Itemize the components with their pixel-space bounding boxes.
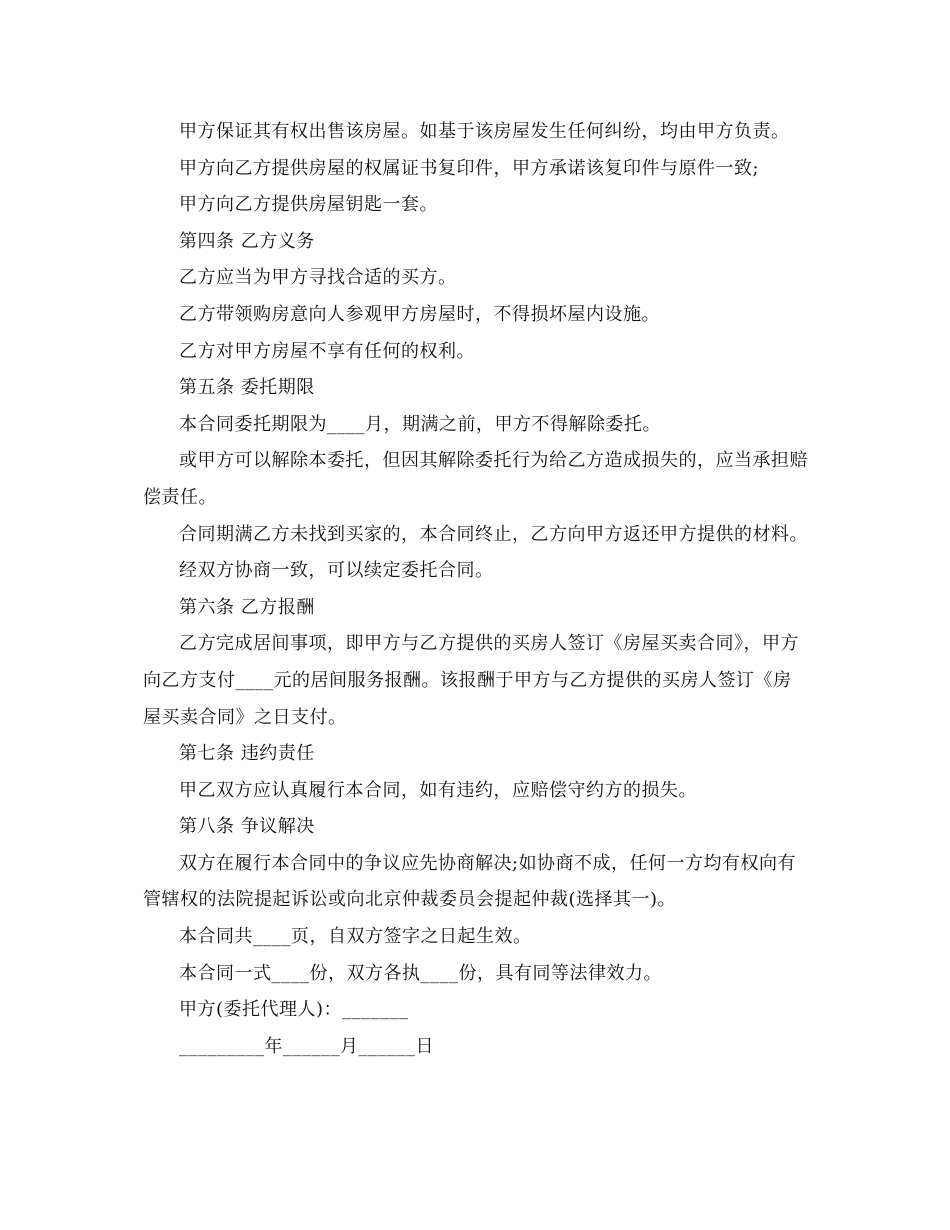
paragraph: 或甲方可以解除本委托，但因其解除委托行为给乙方造成损失的，应当承担赔偿责任。	[143, 450, 808, 508]
paragraph: 本合同委托期限为____月，期满之前，甲方不得解除委托。	[179, 413, 661, 435]
section-heading: 第八条 争议解决	[179, 816, 315, 838]
paragraph: 甲方向乙方提供房屋的权属证书复印件，甲方承诺该复印件与原件一致;	[179, 157, 760, 179]
paragraph: 乙方对甲方房屋不享有任何的权利。	[179, 340, 475, 362]
paragraph: 双方在履行本合同中的争议应先协商解决;如协商不成，任何一方均有权向有管辖权的法院提起诉讼或向北京仲裁委员会提起仲裁(选择其一)。	[143, 852, 797, 911]
date-line: _________年______月______日	[179, 1035, 434, 1057]
paragraph: 乙方带领购房意向人参观甲方房屋时，不得损坏屋内设施。	[179, 303, 660, 325]
paragraph: 乙方应当为甲方寻找合适的买方。	[179, 267, 457, 289]
section-heading: 第四条 乙方义务	[179, 230, 315, 252]
paragraph: 合同期满乙方未找到买家的，本合同终止，乙方向甲方返还甲方提供的材料。	[179, 523, 808, 545]
paragraph: 甲方向乙方提供房屋钥匙一套。	[179, 194, 438, 216]
paragraph: 经双方协商一致，可以续定委托合同。	[179, 560, 494, 582]
section-heading: 第五条 委托期限	[179, 377, 315, 399]
document-body	[143, 114, 808, 1065]
paragraph: 甲乙双方应认真履行本合同，如有违约，应赔偿守约方的损失。	[179, 779, 697, 801]
paragraph: 甲方保证其有权出售该房屋。如基于该房屋发生任何纠纷，均由甲方负责。	[179, 121, 790, 142]
paragraph: 乙方完成居间事项，即甲方与乙方提供的买房人签订《房屋买卖合同》，甲方向乙方支付____元的居间服务报酬。该报酬于甲方与乙方提供的买房人签订《房屋买卖合同》之日支付。	[143, 633, 799, 728]
paragraph: 本合同共____页，自双方签字之日起生效。	[179, 926, 532, 948]
section-heading: 第七条 违约责任	[179, 743, 315, 765]
signature-line: 甲方(委托代理人)：_______	[179, 999, 409, 1021]
section-heading: 第六条 乙方报酬	[179, 596, 315, 618]
paragraph: 本合同一式____份，双方各执____份，具有同等法律效力。	[179, 962, 662, 984]
